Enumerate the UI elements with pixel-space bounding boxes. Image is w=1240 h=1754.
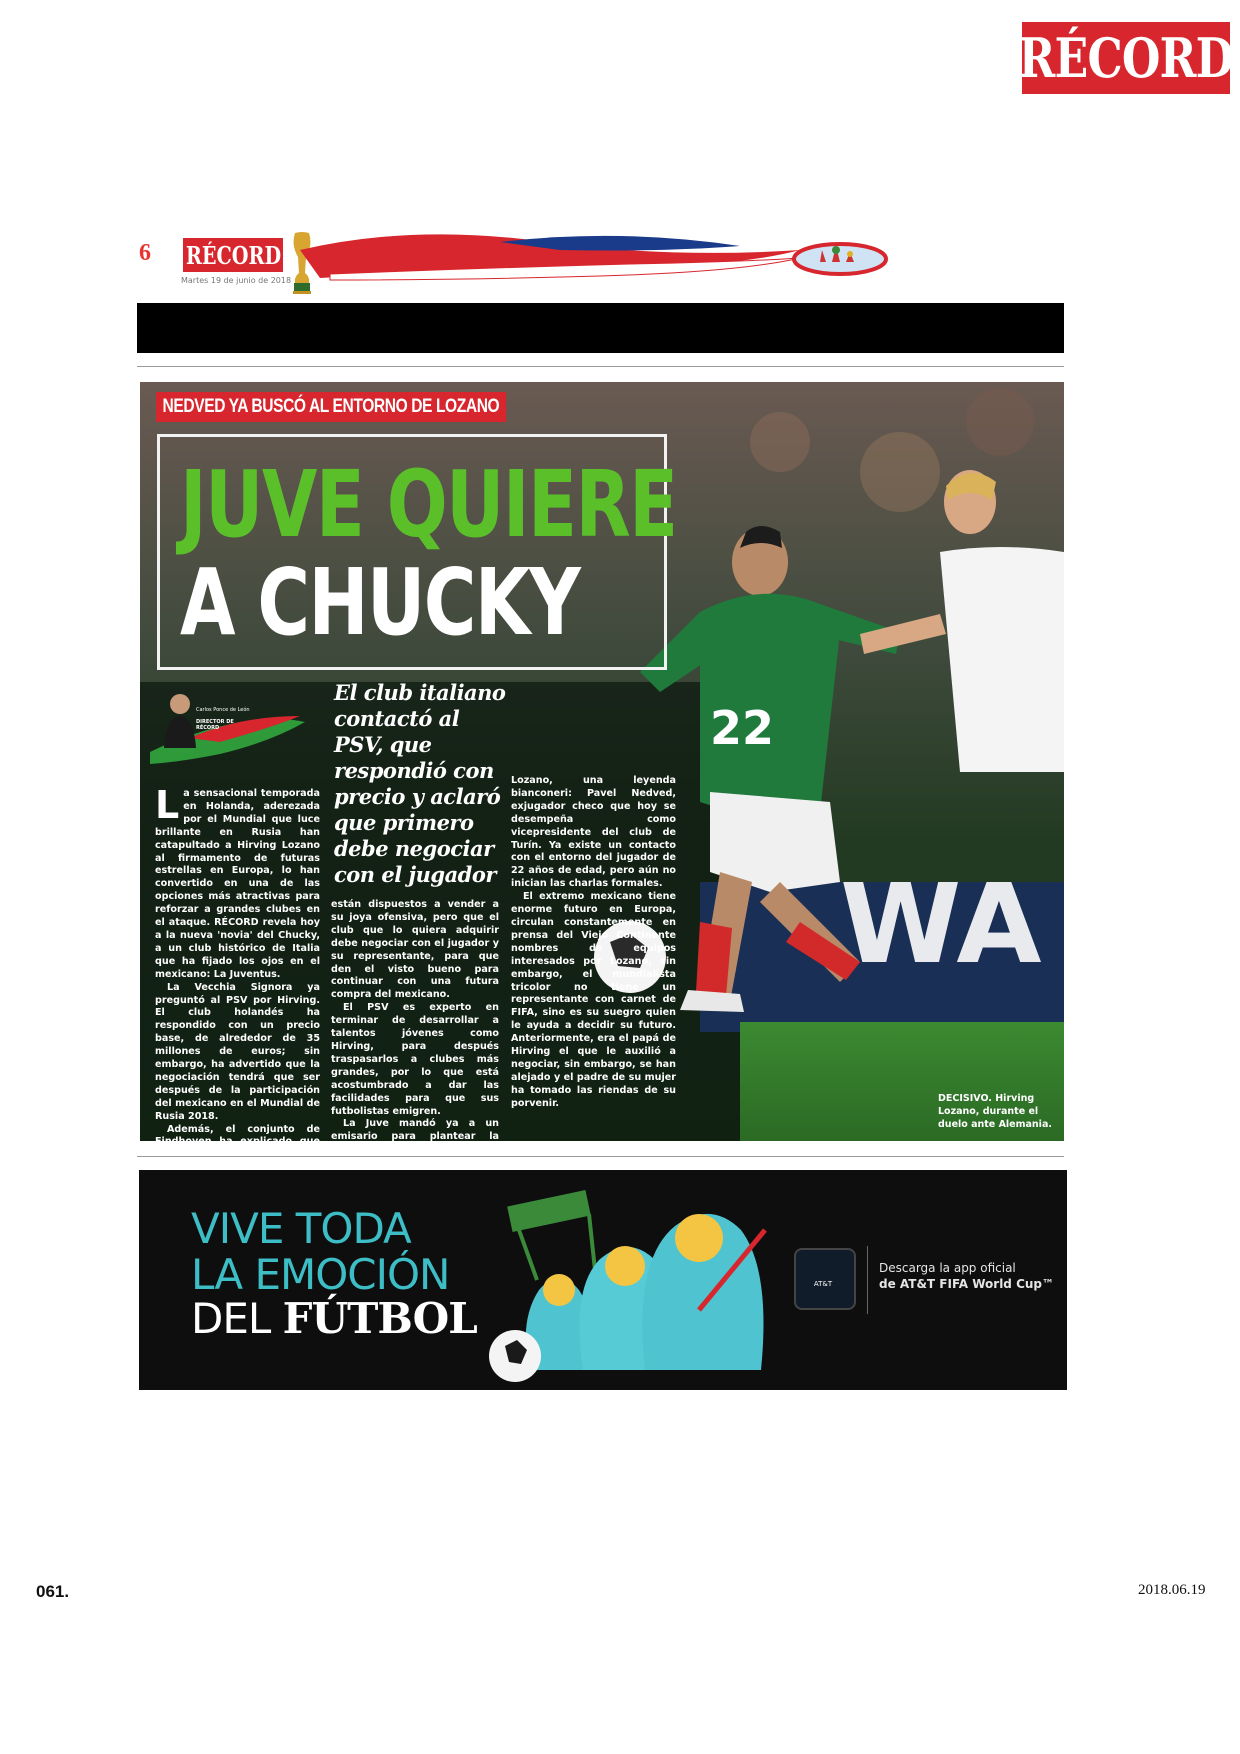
jersey-number: 22 (710, 701, 775, 755)
caption-text: Hirving Lozano, durante el duelo ante Alemania. (938, 1093, 1052, 1130)
ad-cta[interactable] (879, 1260, 1059, 1292)
paragraph: están dispuestos a vender a su joya ofensiva, pero que el club que lo quiera adquirir debe negociar con el jugador y su representante, para que den el visto bueno para continuar con una futura compra del mexicano. (331, 899, 499, 1001)
header-logo (183, 238, 283, 272)
att-logo-text: AT&T (813, 1280, 833, 1288)
page-number: 6 (139, 240, 151, 266)
ad-cta-line-2: de AT&T FIFA World Cup™ (879, 1277, 1055, 1291)
article-column-3 (511, 775, 676, 1111)
paragraph: La Juve mandó ya a un emisario para plantear la posibilidad a (331, 1118, 499, 1156)
article-column-1 (155, 783, 320, 1162)
article-column-2 (331, 899, 499, 1157)
header-black-band (137, 303, 1064, 353)
ad-line-1: VIVE TODA (191, 1204, 411, 1253)
paragraph-text: a sensacional temporada en Holanda, aderezada por el Mundial que luce brillante en Rusia han catapultado a Hirving Lozano al firmamento de futuras estrellas en Europa, lo han convertido en una de las opciones más atractivas para reforzar a grandes clubes en el ataque. RÉCORD revela hoy a la nueva 'novia' del Chucky, a un club histórico de Italia que ha fijado los ojos en el mexicano: La Juventus. (155, 788, 320, 980)
header-date: Martes 19 de junio de 2018 (181, 276, 292, 285)
header-swoosh (300, 228, 890, 288)
ad-line-2: LA EMOCIÓN (191, 1250, 450, 1299)
ad-cta-line-1: Descarga la app oficial (879, 1261, 1016, 1275)
matryoshka-illustration (479, 1170, 779, 1390)
clipping-number: 061. (36, 1582, 70, 1601)
headline-line-1: JUVE QUIERE (180, 451, 677, 558)
author-name: Carlos Ponce de León (196, 707, 250, 713)
paragraph: La Vecchia Signora ya preguntó al PSV por Hirving. El club holandés ha respondido con un precio base, de alrededor de 35 millones de euros; sin embargo, ha advertido que la negociación tendrá que ser después de la participación del mexicano en el Mundial de Rusia 2018. (155, 981, 320, 1122)
brand-logo-text: RÉCORD (1018, 26, 1234, 90)
ad-line-3-bold: FÚTBOL (282, 1294, 477, 1343)
divider (137, 1156, 1064, 1157)
deck: El club italiano contactó al PSV, que respondió con precio y aclaró que primero debe negociar con el jugador (334, 680, 506, 887)
dropcap: L (155, 783, 180, 827)
headline-line-2: A CHUCKY (180, 549, 580, 656)
advertisement[interactable] (139, 1170, 1067, 1390)
ad-line-3-regular: DEL (191, 1294, 271, 1343)
paragraph (155, 783, 320, 982)
ad-line-3 (191, 1294, 477, 1343)
paragraph: El extremo mexicano tiene enorme futuro en Europa, circulan constantemente en prensa del Viejo Continente nombres de equipos interesados por Lozano, sin embargo, el mundialista tricolor no tiene un representante con carnet de FIFA, sino es su suegro quien le ayuda a decidir su futuro. Anteriormente, era el papá de Hirving el que le auxilió a negociar, sin embargo, se han alejado y el padre de su mujer ha tomado las riendas de su porvenir. (511, 891, 676, 1109)
headline-box (157, 434, 677, 670)
header-logo-text: RÉCORD (185, 240, 281, 270)
caption-lead: DECISIVO. (938, 1093, 992, 1104)
paragraph: Además, el conjunto de Eindhoven ha explicado que ellos (155, 1123, 320, 1161)
photo-caption (938, 1092, 1058, 1131)
clipping-date: 2018.06.19 (1138, 1582, 1206, 1598)
divider (137, 366, 1064, 367)
fifa-app-badge (794, 1248, 856, 1310)
brand-logo (1018, 22, 1234, 94)
ad-divider (867, 1246, 868, 1314)
paragraph: El PSV es experto en terminar de desarrollar a talentos jóvenes como Hirving, para después traspasarlos a clubes más grandes, por lo que está acostumbrado a dar las facilidades para que sus futbolistas emigren. (331, 1002, 499, 1117)
author-title: DIRECTOR DE RÉCORD (196, 719, 234, 731)
article (140, 382, 1064, 1161)
ad-board-text: WA (840, 860, 1042, 988)
kicker: NEDVED YA BUSCÓ AL ENTORNO DE LOZANO (156, 392, 506, 422)
paragraph: Lozano, una leyenda bianconeri: Pavel Nedved, exjugador checo que hoy se desempeña como vicepresidente del club de Turín. Ya existe un contacto con el entorno del jugador de 22 años de edad, pero aún no inician las charlas formales. (511, 775, 676, 890)
